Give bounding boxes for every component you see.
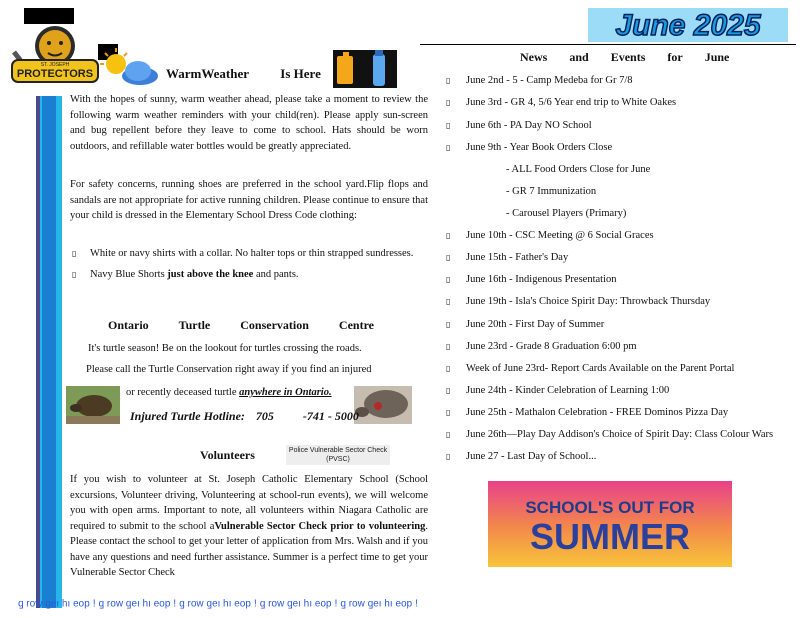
warm-weather-paragraph: With the hopes of sunny, warm weather ahead, please take a moment to review the following warm weather reminders with your child(ren). Please apply sun-screen and bug repellent before they leave to come to school. Hats should be worn outdoors, and refillable water bottles would be greatly appreciated. bbox=[70, 94, 428, 152]
bullet-icon: ▯ bbox=[446, 297, 451, 306]
bullet-icon: ▯ bbox=[446, 121, 451, 130]
event-item: ▯ June 9th - Year Book Orders Close bbox=[446, 142, 613, 153]
event-item: ▯ June 19th - Isla's Choice Spirit Day: Throwback Thursday bbox=[446, 296, 711, 307]
event-sub-item: - Carousel Players (Primary) bbox=[506, 208, 627, 219]
side-stripe-inner bbox=[42, 96, 56, 608]
bullet-icon: ▯ bbox=[446, 364, 451, 373]
banner-line2: SUMMER bbox=[530, 516, 690, 557]
bullet-icon: ▯ bbox=[446, 408, 451, 417]
turtle-line: Please call the Turtle Conservation right away if you find an injured bbox=[86, 364, 372, 375]
bullet-icon: ▯ bbox=[446, 320, 451, 329]
header-rule bbox=[420, 44, 796, 45]
event-item: ▯ June 20th - First Day of Summer bbox=[446, 319, 605, 330]
bullet-icon: ▯ bbox=[72, 269, 77, 279]
volunteers-paragraph: If you wish to volunteer at St. Joseph Catholic Elementary School (School excursions, Volunteer driving, Volunteering at school-run events), we will welcome you with open arms. Important to note, all volunteers within Niagara Catholic are required to submit to the school aVulnerable Sector Check prior to volunteering. Please contact the school to get your letter of application from Mrs. Walsh and if you have any questions and need further assistance. Summer is a perfect time to get your Vulnerable Sector Check bbox=[70, 474, 428, 578]
safety-paragraph: For safety concerns, running shoes are preferred in the school yard.Flip flops and sandals are not appropriate for active running children. Please continue to ensure that your child is dressed in the Elementary School Dress Code clothing: bbox=[70, 179, 428, 221]
bullet-icon: ▯ bbox=[446, 430, 451, 439]
event-item: ▯ June 25th - Mathalon Celebration - FREE Dominos Pizza Day bbox=[446, 407, 729, 418]
turtle-line: It's turtle season! Be on the lookout for turtles crossing the roads. bbox=[88, 343, 362, 354]
dress-code-list bbox=[70, 246, 428, 287]
turtle-section-title: Ontario Turtle Conservation Centre bbox=[108, 318, 375, 332]
event-sub-item: - ALL Food Orders Close for June bbox=[506, 164, 651, 175]
bullet-icon: ▯ bbox=[446, 76, 451, 85]
turtle-photo bbox=[66, 386, 120, 424]
school-logo bbox=[10, 8, 100, 92]
bullet-icon: ▯ bbox=[446, 342, 451, 351]
event-item: ▯ June 26th—Play Day Addison's Choice of Spirit Day: Class Colour Wars bbox=[446, 429, 774, 440]
turtle-line: or recently deceased turtle anywhere in Ontario. bbox=[126, 387, 332, 398]
bullet-icon: ▯ bbox=[446, 231, 451, 240]
event-item: ▯ Week of June 23rd- Report Cards Available on the Parent Portal bbox=[446, 363, 735, 374]
event-item: ▯ June 23rd - Grade 8 Graduation 6:00 pm bbox=[446, 341, 637, 352]
list-item: ▯ Navy Blue Shorts just above the knee and pants. bbox=[70, 267, 428, 283]
bullet-icon: ▯ bbox=[446, 143, 451, 152]
pvsc-label: Police Vulnerable Sector Check (PVSC) bbox=[286, 445, 390, 467]
event-item: ▯ June 16th - Indigenous Presentation bbox=[446, 274, 617, 285]
side-stripe-edge bbox=[36, 96, 40, 608]
sunscreen-bottle-icon bbox=[333, 50, 397, 88]
newsletter-title bbox=[588, 4, 793, 44]
bullet-icon: ▯ bbox=[446, 98, 451, 107]
volunteers-title: Volunteers bbox=[200, 448, 255, 462]
schools-out-banner bbox=[488, 481, 732, 567]
footer-mirrored-text: ¡ doǝ ıɥ ıǝƃ ʍoɹ ƃ ¡ doǝ ıɥ ıǝƃ ʍoɹ ƃ ¡ doǝ ıɥ ıǝƃ ʍoɹ ƃ ¡ doǝ ıɥ ıǝƃ ʍoɹ ƃ ¡ doǝ ıɥ ıǝƃ ʍoɹ ƃ bbox=[18, 598, 419, 609]
turtle-hotline: Injured Turtle Hotline: 705 -741 - 5000 bbox=[130, 409, 359, 423]
event-item: ▯ June 2nd - 5 - Camp Medeba for Gr 7/8 bbox=[446, 75, 633, 86]
event-item: ▯ June 15th - Father's Day bbox=[446, 252, 569, 263]
news-events-title: News and Events for June bbox=[520, 50, 730, 64]
svg-text:June 2025: June 2025 bbox=[615, 9, 761, 42]
event-item: ▯ June 24th - Kinder Celebration of Learning 1:00 bbox=[446, 385, 670, 396]
banner-line1: SCHOOL'S OUT FOR bbox=[525, 498, 695, 517]
bullet-icon: ▯ bbox=[72, 249, 77, 258]
event-item: ▯ June 10th - CSC Meeting @ 6 Social Graces bbox=[446, 230, 654, 241]
event-item: ▯ June 27 - Last Day of School... bbox=[446, 451, 597, 462]
sun-hat-icon bbox=[98, 44, 160, 90]
event-item: ▯ June 6th - PA Day NO School bbox=[446, 120, 592, 131]
bullet-icon: ▯ bbox=[446, 452, 451, 461]
bullet-icon: ▯ bbox=[446, 275, 451, 284]
injured-turtle-photo bbox=[354, 386, 412, 424]
list-item: ▯ White or navy shirts with a collar. No halter tops or thin strapped sundresses. bbox=[70, 246, 428, 262]
logo-subtext: ST. JOSEPH bbox=[40, 62, 70, 68]
logo-text: PROTECTORS bbox=[16, 68, 94, 80]
event-sub-item: - GR 7 Immunization bbox=[506, 186, 597, 197]
event-item: ▯ June 3rd - GR 4, 5/6 Year end trip to White Oakes bbox=[446, 97, 677, 108]
warm-weather-title: WarmWeather Is Here bbox=[166, 66, 321, 81]
bullet-icon: ▯ bbox=[446, 253, 451, 262]
bullet-icon: ▯ bbox=[446, 386, 451, 395]
